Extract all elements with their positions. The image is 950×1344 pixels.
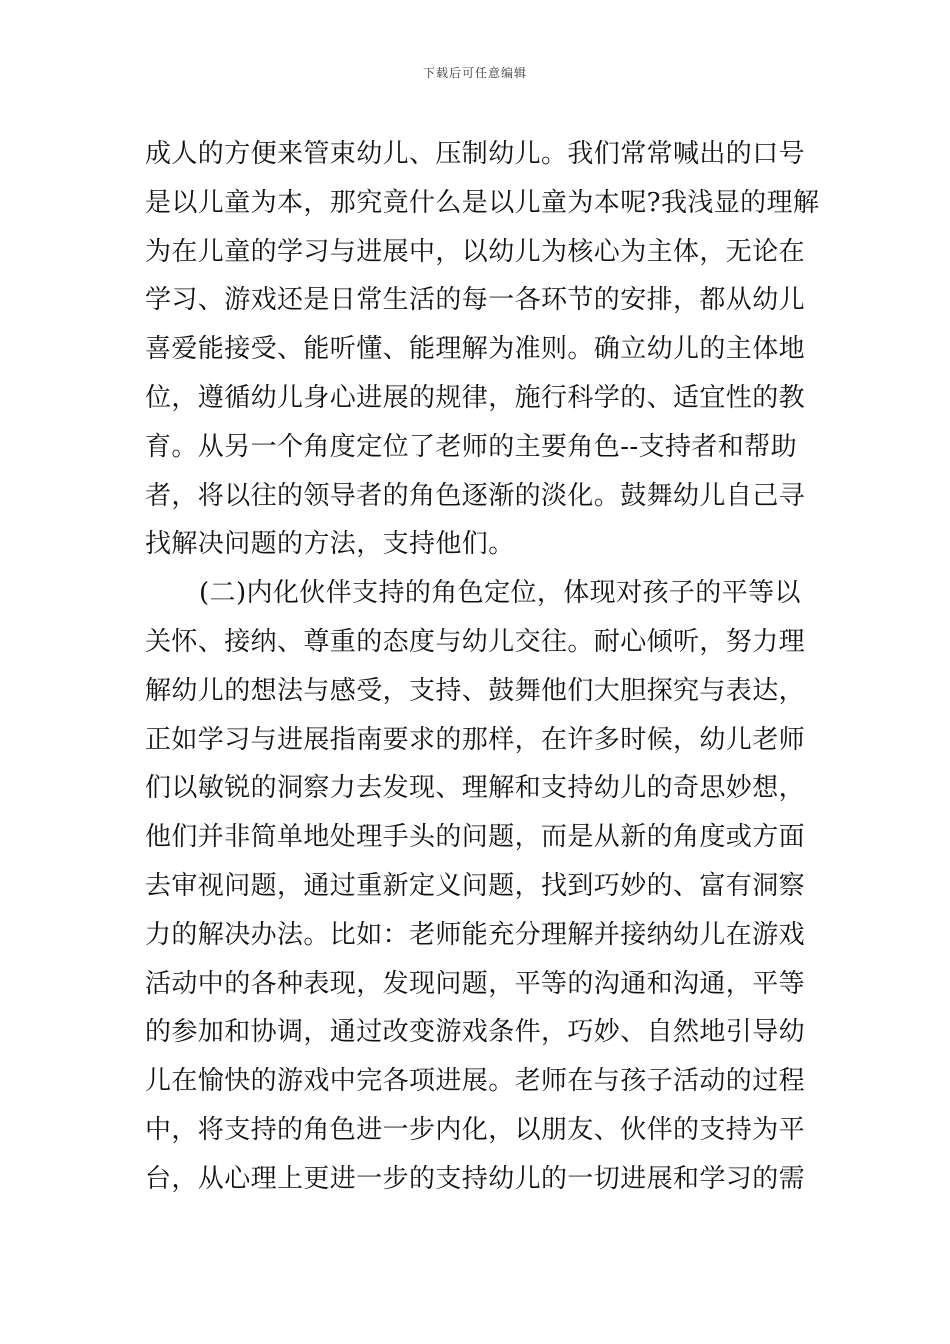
text-line: 喜爱能接受、能听懂、能理解为准则。确立幼儿的主体地 bbox=[145, 334, 806, 365]
text-line: 育。从另一个角度定位了老师的主要角色--支持者和帮助 bbox=[145, 431, 797, 462]
text-line: 为在儿童的学习与进展中，以幼儿为核心为主体，无论在 bbox=[145, 236, 806, 267]
text-line: 正如学习与进展指南要求的那样，在许多时候，幼儿老师 bbox=[145, 724, 806, 755]
text-line: 活动中的各种表现，发现问题，平等的沟通和沟通，平等 bbox=[145, 968, 806, 999]
text-line: 学习、游戏还是日常生活的每一各环节的安排，都从幼儿 bbox=[145, 285, 806, 316]
text-line: 找解决问题的方法，支持他们。 bbox=[145, 529, 515, 560]
text-line: 是以儿童为本，那究竟什么是以儿童为本呢?我浅显的理解 bbox=[145, 187, 820, 218]
text-line: 者，将以往的领导者的角色逐渐的淡化。鼓舞幼儿自己寻 bbox=[145, 480, 806, 511]
text-line: 解幼儿的想法与感受，支持、鼓舞他们大胆探究与表达， bbox=[145, 675, 806, 706]
text-line: 成人的方便来管束幼儿、压制幼儿。我们常常喊出的口号 bbox=[145, 139, 806, 169]
text-line: 力的解决办法。比如：老师能充分理解并接纳幼儿在游戏 bbox=[145, 919, 806, 950]
text-line: 中，将支持的角色进一步内化，以朋友、伙伴的支持为平 bbox=[145, 1114, 806, 1145]
text-line: 的参加和协调，通过改变游戏条件，巧妙、自然地引导幼 bbox=[145, 1017, 806, 1048]
text-line: 去审视问题，通过重新定义问题，找到巧妙的、富有洞察 bbox=[145, 870, 806, 901]
text-line: 们以敏锐的洞察力去发现、理解和支持幼儿的奇思妙想， bbox=[145, 773, 806, 804]
paragraph-start-line: (二)内化伙伴支持的角色定位，体现对孩子的平等以 bbox=[199, 578, 801, 609]
page-header: 下载后可任意编辑 bbox=[422, 66, 527, 80]
text-line: 关怀、接纳、尊重的态度与幼儿交往。耐心倾听，努力理 bbox=[145, 626, 806, 657]
text-line: 他们并非简单地处理手头的问题，而是从新的角度或方面 bbox=[145, 822, 806, 853]
document-body bbox=[145, 130, 820, 1204]
text-line: 台，从心理上更进一步的支持幼儿的一切进展和学习的需 bbox=[145, 1163, 806, 1194]
text-line: 位，遵循幼儿身心进展的规律，施行科学的、适宜性的教 bbox=[145, 382, 806, 413]
text-line: 儿在愉快的游戏中完各项进展。老师在与孩子活动的过程 bbox=[145, 1066, 806, 1097]
